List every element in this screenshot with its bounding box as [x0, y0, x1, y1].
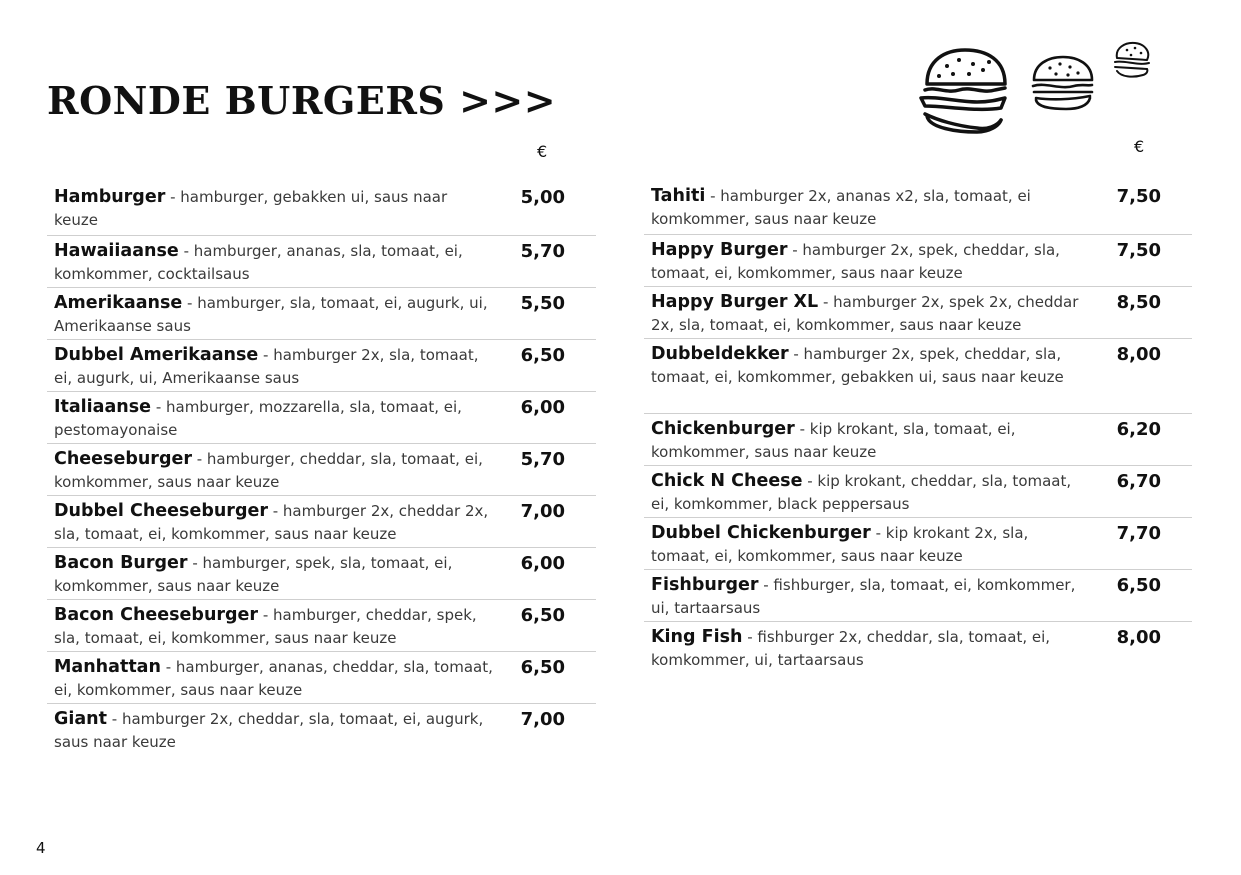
menu-item [644, 570, 1192, 622]
menu-item-description: - hamburger, cheddar, sla, tomaat, ei, komkommer, saus naar keuze [54, 450, 483, 491]
menu-item-price: 6,00 [520, 553, 565, 574]
menu-column-left [47, 182, 596, 756]
menu-item [644, 414, 1192, 466]
menu-item-price: 7,50 [1116, 240, 1161, 261]
menu-item-price: 5,70 [520, 241, 565, 262]
burger-icon-small [1111, 40, 1153, 80]
menu-item-name: Bacon Cheeseburger [54, 605, 259, 625]
menu-item-description: - kip krokant, sla, tomaat, ei, komkommer, saus naar keuze [651, 420, 1016, 461]
menu-item-text [651, 470, 1089, 516]
menu-item [47, 704, 596, 756]
menu-item-name: Bacon Burger [54, 553, 188, 573]
menu-item-text [651, 239, 1089, 285]
menu-item-text [651, 418, 1089, 464]
menu-item-text [651, 343, 1089, 389]
burger-icon-medium [1030, 54, 1096, 112]
menu-item-description: - hamburger 2x, spek, cheddar, sla, tomaat, ei, komkommer, gebakken ui, saus naar keuze [651, 345, 1064, 386]
menu-item-description: - kip krokant 2x, sla, tomaat, ei, komkommer, saus naar keuze [651, 524, 1029, 565]
menu-item-price: 6,50 [520, 657, 565, 678]
menu-item [47, 496, 596, 548]
menu-item [644, 339, 1192, 414]
menu-item-text [651, 574, 1089, 620]
menu-item [47, 652, 596, 704]
menu-item-text [651, 522, 1089, 568]
menu-item-text [54, 708, 493, 754]
menu-item [644, 235, 1192, 287]
menu-item [644, 466, 1192, 518]
menu-item-price: 7,00 [520, 501, 565, 522]
menu-item-name: Dubbeldekker [651, 344, 789, 364]
currency-symbol-right: € [1134, 137, 1145, 156]
menu-item-description: - fishburger, sla, tomaat, ei, komkommer, ui, tartaarsaus [651, 576, 1076, 617]
page-number: 4 [36, 839, 46, 857]
menu-item-text [651, 291, 1089, 337]
menu-item-text [651, 185, 1089, 231]
menu-item-name: Manhattan [54, 657, 161, 677]
menu-item-price: 8,50 [1116, 292, 1161, 313]
menu-item-description: - hamburger 2x, spek 2x, cheddar 2x, sla, tomaat, ei, komkommer, saus naar keuze [651, 293, 1079, 334]
menu-item-description: - hamburger, spek, sla, tomaat, ei, komkommer, saus naar keuze [54, 554, 453, 595]
menu-item-description: - fishburger 2x, cheddar, sla, tomaat, ei, komkommer, ui, tartaarsaus [651, 628, 1051, 669]
menu-item-price: 6,50 [520, 605, 565, 626]
menu-item-name: King Fish [651, 627, 743, 647]
menu-item-description: - hamburger 2x, cheddar, sla, tomaat, ei, augurk, saus naar keuze [54, 710, 484, 751]
menu-item-name: Italiaanse [54, 397, 152, 417]
menu-item-price: 6,20 [1116, 419, 1161, 440]
burger-icon-large [917, 46, 1011, 134]
menu-item-name: Dubbel Cheeseburger [54, 501, 268, 521]
menu-item-text [54, 186, 493, 232]
menu-item-price: 7,00 [520, 709, 565, 730]
menu-item-price: 8,00 [1116, 627, 1161, 648]
menu-item-description: - hamburger, gebakken ui, saus naar keuze [54, 188, 448, 229]
menu-item-price: 6,00 [520, 397, 565, 418]
menu-item-description: - hamburger, ananas, cheddar, sla, tomaat, ei, komkommer, saus naar keuze [54, 658, 493, 699]
menu-item-price: 6,50 [1116, 575, 1161, 596]
menu-item-text [54, 292, 493, 338]
menu-item-text [54, 344, 493, 390]
menu-item-text [54, 552, 493, 598]
menu-item-description: - hamburger 2x, cheddar 2x, sla, tomaat, ei, komkommer, saus naar keuze [54, 502, 489, 543]
menu-item-description: - hamburger, sla, tomaat, ei, augurk, ui, Amerikaanse saus [54, 294, 488, 335]
menu-item [644, 287, 1192, 339]
menu-item-text [54, 448, 493, 494]
menu-item [47, 182, 596, 236]
menu-item [47, 236, 596, 288]
menu-item-price: 6,70 [1116, 471, 1161, 492]
menu-item-price: 5,00 [520, 187, 565, 208]
menu-item-name: Dubbel Chickenburger [651, 523, 871, 543]
menu-item-price: 6,50 [520, 345, 565, 366]
menu-item [47, 288, 596, 340]
menu-item-name: Chickenburger [651, 419, 795, 439]
menu-item-price: 8,00 [1116, 344, 1161, 365]
menu-item-text [54, 604, 493, 650]
menu-item-text [54, 240, 493, 286]
menu-item [644, 622, 1192, 674]
menu-item-description: - hamburger, mozzarella, sla, tomaat, ei, pestomayonaise [54, 398, 462, 439]
page-title: RONDE BURGERS >>> [47, 78, 557, 123]
menu-item-name: Hawaiiaanse [54, 241, 179, 261]
menu-item-name: Happy Burger XL [651, 292, 819, 312]
menu-item-name: Cheeseburger [54, 449, 192, 469]
menu-item-text [651, 626, 1089, 672]
menu-item [47, 600, 596, 652]
menu-item-name: Dubbel Amerikaanse [54, 345, 259, 365]
menu-column-right [644, 181, 1192, 674]
menu-item-description: - hamburger 2x, spek, cheddar, sla, tomaat, ei, komkommer, saus naar keuze [651, 241, 1060, 282]
menu-item-name: Giant [54, 709, 107, 729]
currency-symbol-left: € [537, 142, 548, 161]
menu-item-name: Happy Burger [651, 240, 788, 260]
menu-item-description: - hamburger, ananas, sla, tomaat, ei, komkommer, cocktailsaus [54, 242, 463, 283]
menu-item-price: 5,50 [520, 293, 565, 314]
menu-item-name: Amerikaanse [54, 293, 183, 313]
menu-item-text [54, 500, 493, 546]
menu-item-name: Fishburger [651, 575, 759, 595]
menu-item-text [54, 656, 493, 702]
menu-item-price: 7,70 [1116, 523, 1161, 544]
menu-item-price: 5,70 [520, 449, 565, 470]
menu-item-price: 7,50 [1116, 186, 1161, 207]
menu-item-description: - hamburger 2x, ananas x2, sla, tomaat, ei komkommer, saus naar keuze [651, 187, 1031, 228]
menu-item-description: - hamburger, cheddar, spek, sla, tomaat, ei, komkommer, saus naar keuze [54, 606, 477, 647]
menu-item-name: Chick N Cheese [651, 471, 803, 491]
menu-item-description: - hamburger 2x, sla, tomaat, ei, augurk, ui, Amerikaanse saus [54, 346, 479, 387]
menu-item [47, 548, 596, 600]
menu-item-description: - kip krokant, cheddar, sla, tomaat, ei, komkommer, black peppersaus [651, 472, 1072, 513]
menu-item-text [54, 396, 493, 442]
menu-item-name: Hamburger [54, 187, 166, 207]
menu-item-name: Tahiti [651, 186, 706, 206]
menu-item [644, 518, 1192, 570]
menu-item [47, 392, 596, 444]
menu-item [47, 444, 596, 496]
menu-item [47, 340, 596, 392]
menu-item [644, 181, 1192, 235]
